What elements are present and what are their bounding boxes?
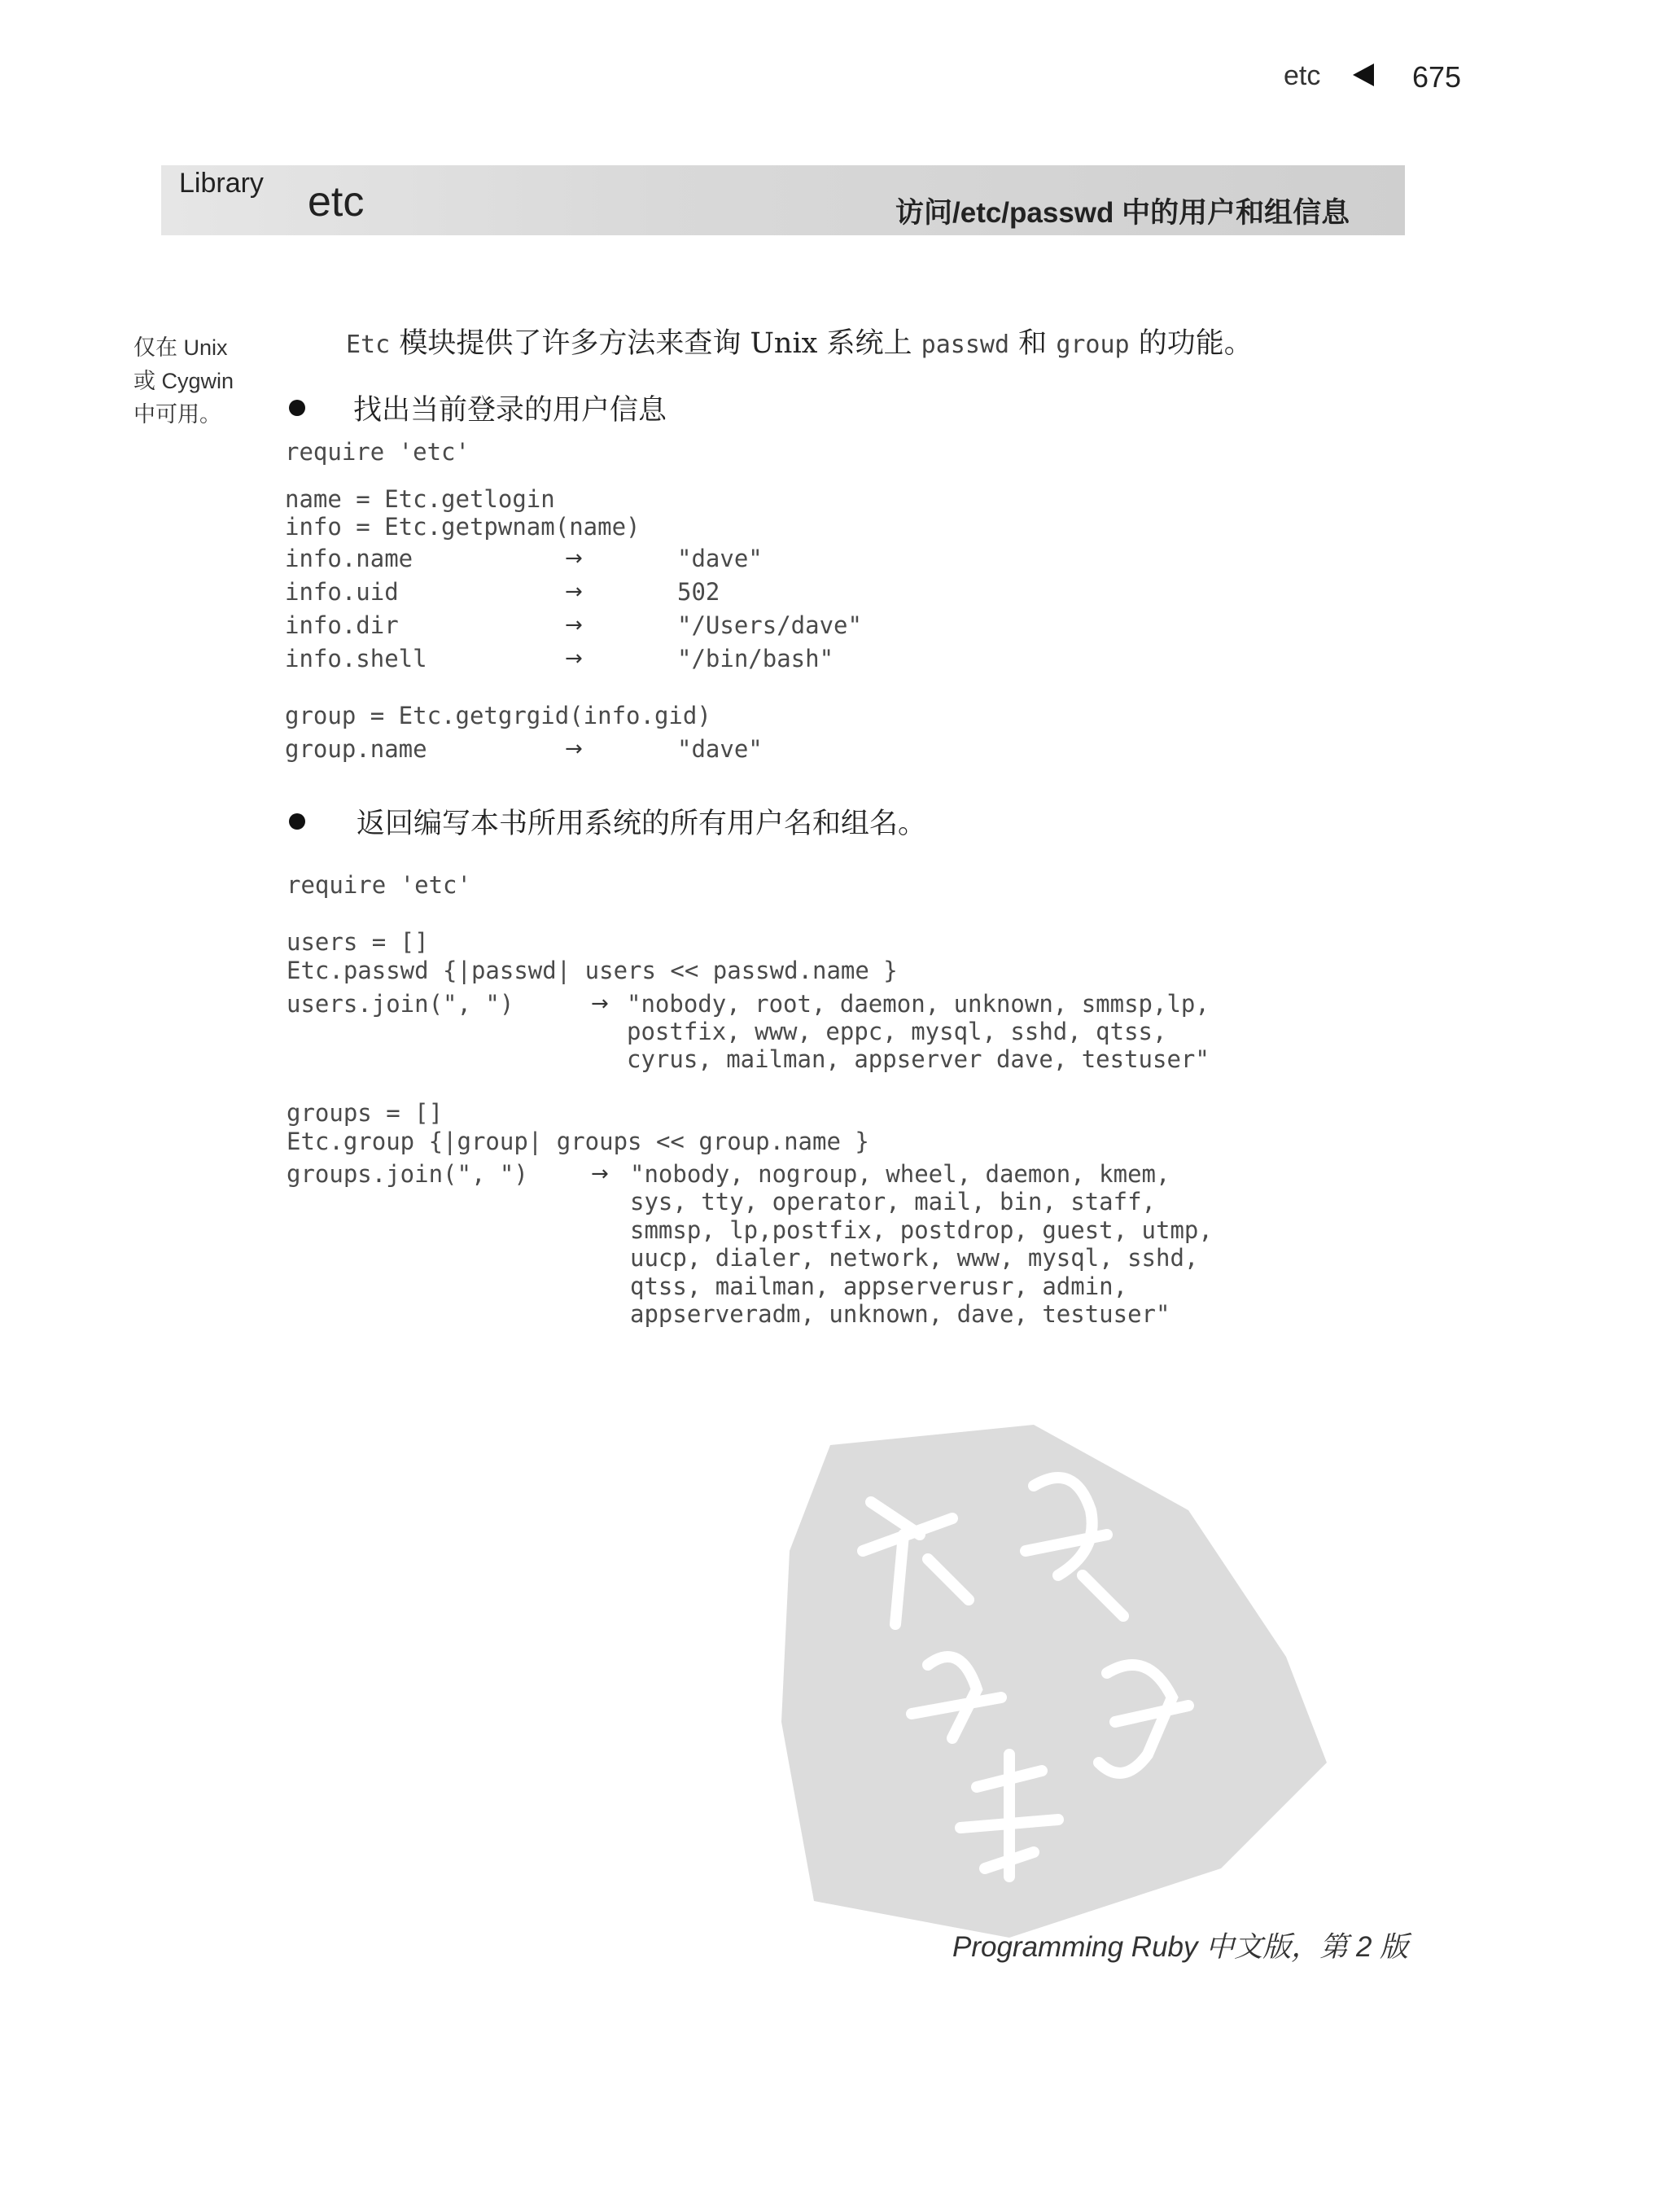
arrow-icon: → — [565, 646, 583, 671]
result-expression: group.name — [285, 735, 427, 763]
code-line: Etc.passwd {|passwd| users << passwd.name } — [287, 957, 898, 984]
code-line: users = [] — [287, 928, 429, 956]
code-line: require 'etc' — [287, 871, 471, 899]
result-value-line: qtss, mailman, appserverusr, admin, — [630, 1272, 1128, 1300]
section-heading: 找出当前登录的用户信息 — [353, 394, 667, 427]
result-value-line: appserveradm, unknown, dave, testuser" — [630, 1300, 1170, 1328]
arrow-icon: → — [565, 613, 583, 637]
result-value: "dave" — [677, 545, 763, 572]
banner-description: 访问/etc/passwd 中的用户和组信息 — [895, 197, 1350, 229]
arrow-icon: → — [565, 580, 583, 604]
margin-note-line: 或 Cygwin — [133, 369, 234, 393]
result-value-line: postfix, www, eppc, mysql, sshd, qtss, — [627, 1018, 1167, 1045]
result-expression: users.join(", ") — [287, 990, 514, 1018]
result-value-line: cyrus, mailman, appserver dave, testuser" — [627, 1045, 1210, 1073]
code-line: groups = [] — [287, 1099, 444, 1127]
banner-tag: Library — [179, 168, 264, 199]
result-expression: groups.join(", ") — [287, 1160, 528, 1188]
intro-text: 和 — [1009, 327, 1057, 360]
code-line: name = Etc.getlogin — [285, 485, 555, 513]
code-line: Etc.group {|group| groups << group.name } — [287, 1128, 869, 1155]
arrow-icon: → — [565, 737, 583, 761]
intro-text: 的功能。 — [1129, 327, 1253, 360]
section-heading: 返回编写本书所用系统的所有用户名和组名。 — [357, 808, 927, 840]
margin-note-line: 仅在 Unix — [133, 335, 228, 360]
code-line: require 'etc' — [285, 438, 470, 466]
result-value-line: "nobody, root, daemon, unknown, smmsp,lp, — [627, 990, 1210, 1018]
intro-text: 模块提供了许多方法来查询 Unix 系统上 — [390, 327, 921, 360]
running-header-section: etc — [1284, 60, 1321, 91]
result-expression: info.dir — [285, 611, 399, 639]
inline-code: Etc — [346, 331, 391, 359]
inline-code: passwd — [921, 331, 1010, 359]
book-footer: Programming Ruby 中文版，第 2 版 — [952, 1931, 1409, 1963]
result-value: "/Users/dave" — [677, 611, 862, 639]
result-expression: info.uid — [285, 578, 399, 606]
page-number: 675 — [1412, 60, 1462, 94]
seal-watermark — [765, 1413, 1335, 1950]
result-value: "dave" — [677, 735, 763, 763]
code-line: group = Etc.getgrgid(info.gid) — [285, 702, 711, 729]
margin-note-line: 中可用。 — [133, 402, 221, 427]
result-expression: info.name — [285, 545, 413, 572]
inline-code: group — [1056, 331, 1130, 359]
result-value-line: "nobody, nogroup, wheel, daemon, kmem, — [630, 1160, 1170, 1188]
arrow-icon: → — [591, 1162, 609, 1186]
result-value-line: sys, tty, operator, mail, bin, staff, — [630, 1188, 1157, 1216]
result-expression: info.shell — [285, 645, 427, 672]
result-value-line: smmsp, lp,postfix, postdrop, guest, utmp, — [630, 1216, 1213, 1244]
result-value-line: uucp, dialer, network, www, mysql, sshd, — [630, 1244, 1199, 1272]
result-value: 502 — [677, 578, 720, 606]
result-value: "/bin/bash" — [677, 645, 834, 672]
arrow-icon: → — [565, 546, 583, 571]
arrow-icon: → — [591, 992, 609, 1016]
banner-title: etc — [308, 178, 365, 226]
code-line: info = Etc.getpwnam(name) — [285, 513, 641, 541]
